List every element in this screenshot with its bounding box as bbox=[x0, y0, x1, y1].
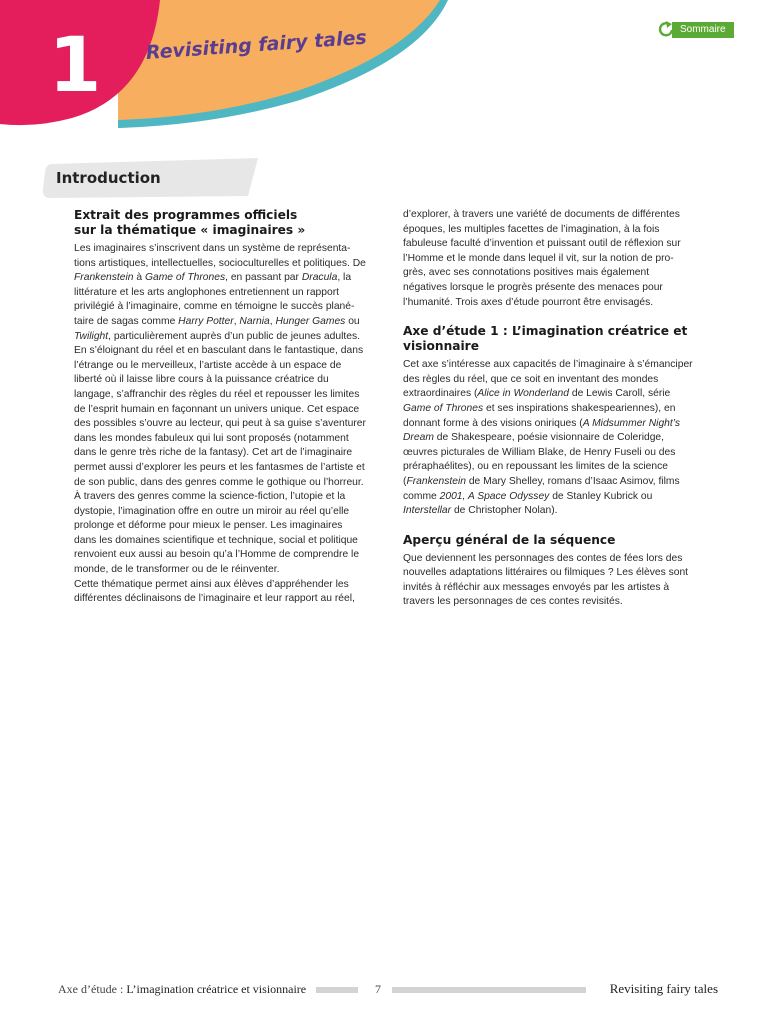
paragraph-axe: Cet axe s’intéresse aux capacités de l’imaginaire à s’émanciper des règles du réel, que ce soit en inventant des mondes extraordinaires (Alice in Wonderland de Lewis Caroll, série Game of Thrones et ses inspirations shakespeariennes), en donnant forme à des visions oniriques (A Midsummer Night’s Dream de Shakespeare, poésie visionnaire de Coleridge, œuvres picturales de William Blake, de Henry Fuseli ou des préraphaélites), ou en repoussant les limites de la science (Frankenstein de Mary Shelley, romans d’Isaac Asimov, films comme 2001, A Space Odyssey de Stanley Kubrick ou Interstellar de Christopher Nolan). bbox=[403, 359, 693, 517]
paragraph-continuation: d’explorer, à travers une variété de documents de différentes époques, les multiples facettes de l’imagination, à la fois fabuleuse faculté d’invention et puissant outil de réflexion sur l’Homme et le monde dans lequel il vit, sur la notion de pro-grès, avec ses connotations positives mais également négatives lorsque le progrès présente des menaces pour l’humanité. Trois axes d’étude pourront être envisagés. bbox=[403, 209, 681, 308]
paragraph-thematique: Cette thématique permet ainsi aux élèves d’appréhender les différentes déclinaisons de l’imaginaire et leur rapport au réel, bbox=[74, 578, 355, 605]
programme-heading-line1: Extrait des programmes officiels bbox=[74, 208, 298, 222]
header-decoration bbox=[0, 0, 768, 140]
apercu-heading: Aperçu général de la séquence bbox=[403, 532, 616, 547]
section-title: Introduction bbox=[56, 169, 161, 187]
right-column bbox=[403, 208, 695, 610]
sommaire-label: Sommaire bbox=[672, 22, 734, 38]
footer-title: Revisiting fairy tales bbox=[609, 981, 718, 996]
paragraph-science-fiction: À travers des genres comme la science-fiction, l’utopie et la dystopie, l’imagination offre en outre un miroir au réel qu’elle prolonge et déforme pour mieux le penser. Les imaginaires dans les domaines scientifique et technique, social et politique renvoient eux aussi au besoin qu’a l’Homme de comprendre le monde, de le transformer ou de le réinventer. bbox=[74, 491, 360, 576]
axe-heading: Axe d’étude 1 : L’imagination créatrice et visionnaire bbox=[403, 324, 688, 354]
sommaire-button[interactable] bbox=[658, 20, 734, 40]
programme-heading-line2: sur la thématique « imaginaires » bbox=[74, 223, 306, 237]
page-footer bbox=[58, 982, 718, 998]
footer-divider-left bbox=[316, 987, 358, 993]
paragraph-intro: Les imaginaires s’inscrivent dans un système de représenta-tions artistiques, intellectuelles, socioculturelles et politiques. De Frankenstein à Game of Thrones, en passant par Dracula, la littérature et les arts anglophones entretiennent un rapport privilégié à l’imaginaire, comme en témoigne le succès plané-taire de sagas comme Harry Potter, Narnia, Hunger Games ou Twilight, particulièrement auprès d’un public de jeunes adultes. bbox=[74, 243, 366, 342]
paragraph-fantastique: En s’éloignant du réel et en basculant dans le fantastique, dans l’étrange ou le merveilleux, l’artiste accède à un espace de liberté où il laisse libre cours à la puissance créatrice du langage, s’affranchir des règles du réel et repousser les limites de l’esprit humain en façonnant un univers unique. Cet espace des possibles s’ouvre au lecteur, qui peut à sa guise s’aventurer dans les mondes fabuleux qui lui sont proposés (notamment dans le genre très riche de la fantasy). Cet art de l’imaginaire permet aussi d’explorer les peurs et les fantasmes de l’artiste et de son public, dans des genres comme le gothique ou l’horreur. bbox=[74, 345, 366, 488]
programme-heading bbox=[74, 208, 366, 238]
footer-divider-right bbox=[392, 987, 586, 993]
chapter-title: Revisiting fairy tales bbox=[145, 26, 368, 64]
page-number: 7 bbox=[375, 982, 381, 996]
footer-axe: Axe d’étude : L’imagination créatrice et visionnaire bbox=[58, 982, 307, 996]
paragraph-apercu: Que deviennent les personnages des contes de fées lors des nouvelles adaptations littéraires ou filmiques ? Les élèves sont invités à réfléchir aux messages envoyés par les artistes à travers les personnages de ces contes revisités. bbox=[403, 552, 689, 608]
chapter-number: 1 bbox=[48, 20, 102, 109]
left-column bbox=[74, 208, 366, 607]
